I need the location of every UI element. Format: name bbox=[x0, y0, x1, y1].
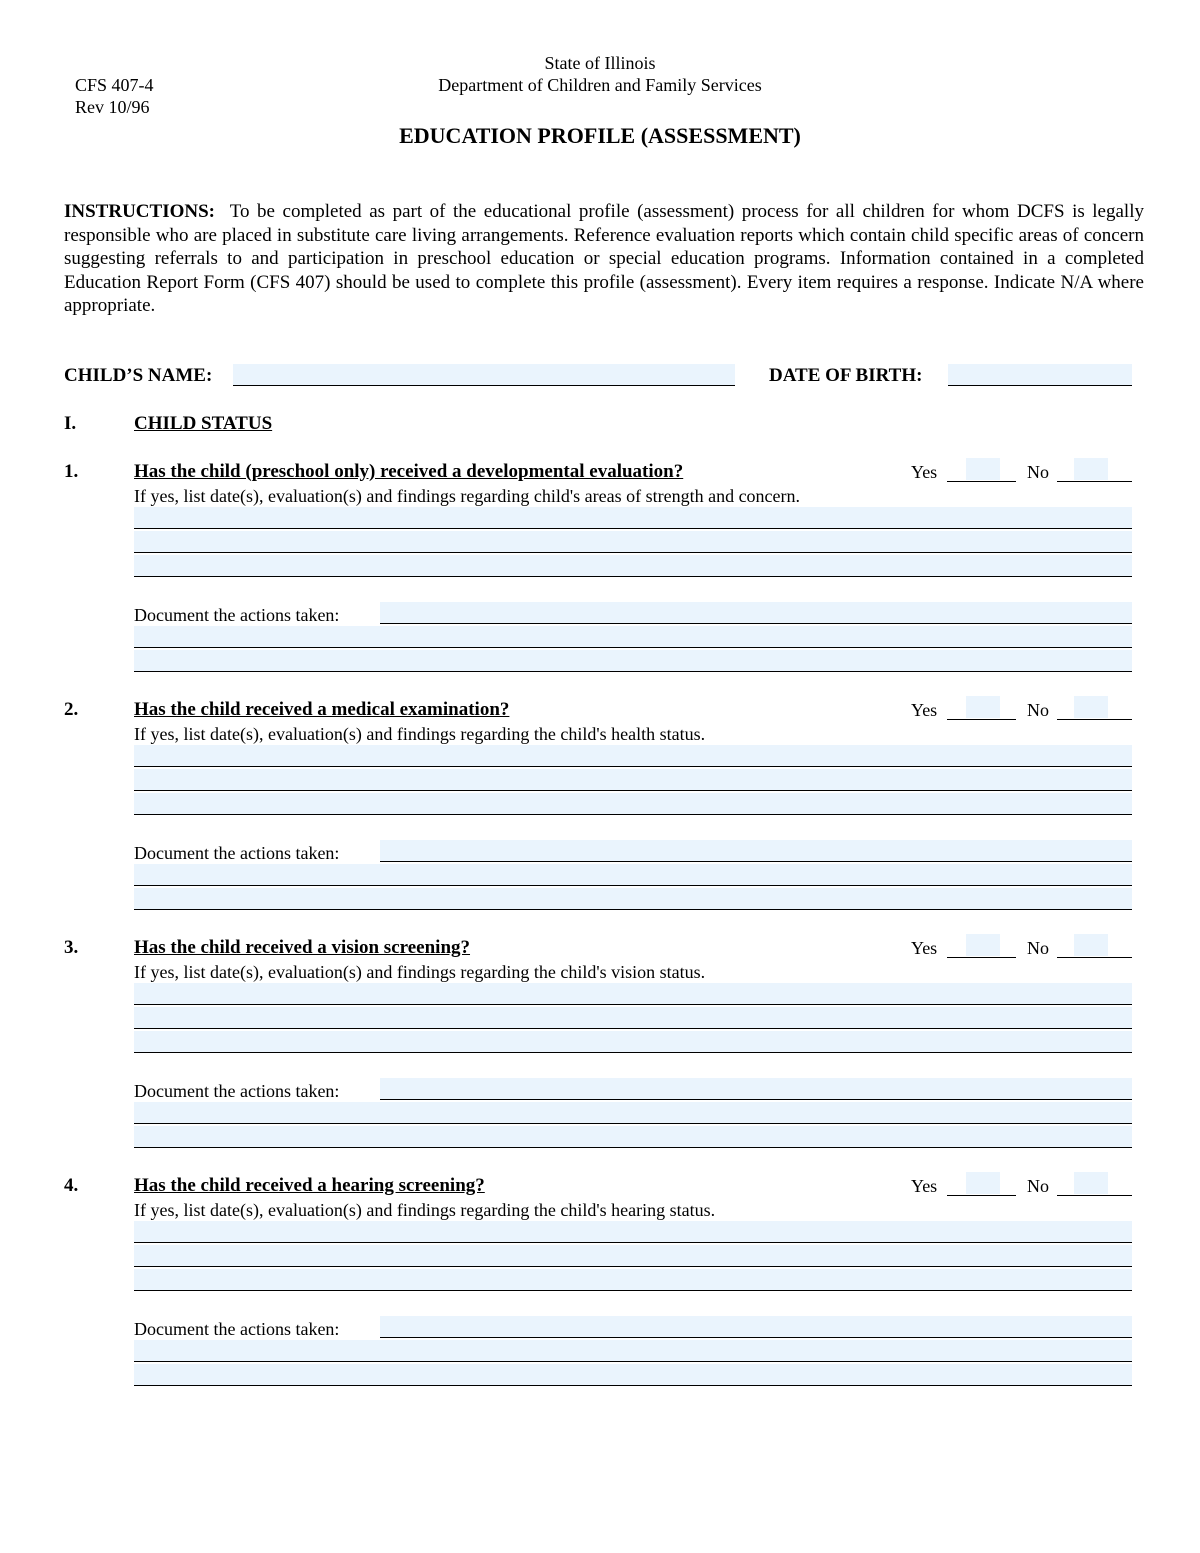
findings-line-2[interactable] bbox=[134, 1007, 1132, 1029]
yes-checkbox[interactable] bbox=[966, 1172, 1000, 1194]
question-text: Has the child received a hearing screening? bbox=[134, 1175, 485, 1196]
department-name: Department of Children and Family Services bbox=[438, 75, 762, 95]
yes-label: Yes bbox=[911, 938, 938, 958]
actions-line-1[interactable] bbox=[380, 1078, 1132, 1100]
findings-line-1[interactable] bbox=[134, 983, 1132, 1005]
findings-line-3[interactable] bbox=[134, 793, 1132, 815]
no-label: No bbox=[1027, 1176, 1049, 1196]
question-detail: If yes, list date(s), evaluation(s) and findings regarding the child's health status. bbox=[134, 724, 706, 744]
findings-line-2[interactable] bbox=[134, 769, 1132, 791]
form-number: CFS 407-4 bbox=[75, 75, 154, 95]
no-label: No bbox=[1027, 462, 1049, 482]
question-number: 2. bbox=[64, 699, 79, 720]
actions-label: Document the actions taken: bbox=[134, 605, 340, 625]
actions-label: Document the actions taken: bbox=[134, 1319, 340, 1339]
child-name-label: CHILD’S NAME: bbox=[64, 365, 213, 386]
question-text: Has the child (preschool only) received a developmental evaluation? bbox=[134, 461, 684, 482]
question-number: 4. bbox=[64, 1175, 79, 1196]
actions-line-3[interactable] bbox=[134, 1364, 1132, 1386]
question-number: 1. bbox=[64, 461, 79, 482]
yes-checkbox[interactable] bbox=[966, 934, 1000, 956]
question-number: 3. bbox=[64, 937, 79, 958]
yes-label: Yes bbox=[911, 462, 938, 482]
section-numeral: I. bbox=[64, 413, 77, 434]
findings-line-3[interactable] bbox=[134, 1269, 1132, 1291]
no-line bbox=[1057, 481, 1132, 482]
yes-label: Yes bbox=[911, 1176, 938, 1196]
question-detail: If yes, list date(s), evaluation(s) and findings regarding child's areas of strength and concern. bbox=[134, 486, 801, 506]
no-label: No bbox=[1027, 700, 1049, 720]
instructions-text: To be completed as part of the educational profile (assessment) process for all children for whom DCFS is legally responsible who are placed in substitute care living arrangements. Reference evaluation reports which contain child specific areas of concern suggesting referrals to and participation in preschool education or special education programs. Information contained in a completed Education Report Form (CFS 407) should be used to complete this profile (assessment). Every item requires a response. Indicate N/A where appropriate. bbox=[64, 201, 1144, 317]
no-line bbox=[1057, 1195, 1132, 1196]
no-line bbox=[1057, 957, 1132, 958]
form-revision: Rev 10/96 bbox=[75, 97, 150, 117]
actions-line-2[interactable] bbox=[134, 626, 1132, 648]
state-name: State of Illinois bbox=[544, 53, 656, 73]
actions-line-1[interactable] bbox=[380, 1316, 1132, 1338]
question-text: Has the child received a vision screening? bbox=[134, 937, 471, 958]
page-title: EDUCATION PROFILE (ASSESSMENT) bbox=[399, 123, 801, 148]
actions-line-1[interactable] bbox=[380, 840, 1132, 862]
instructions-label: INSTRUCTIONS: bbox=[64, 201, 215, 222]
no-checkbox[interactable] bbox=[1074, 696, 1108, 718]
question-detail: If yes, list date(s), evaluation(s) and findings regarding the child's hearing status. bbox=[134, 1200, 716, 1220]
no-line bbox=[1057, 719, 1132, 720]
actions-line-2[interactable] bbox=[134, 864, 1132, 886]
yes-label: Yes bbox=[911, 700, 938, 720]
actions-line-2[interactable] bbox=[134, 1340, 1132, 1362]
child-name-input[interactable] bbox=[233, 364, 735, 386]
actions-line-3[interactable] bbox=[134, 888, 1132, 910]
actions-label: Document the actions taken: bbox=[134, 1081, 340, 1101]
findings-line-1[interactable] bbox=[134, 745, 1132, 767]
actions-label: Document the actions taken: bbox=[134, 843, 340, 863]
findings-line-2[interactable] bbox=[134, 1245, 1132, 1267]
yes-checkbox[interactable] bbox=[966, 696, 1000, 718]
dob-label: DATE OF BIRTH: bbox=[769, 365, 923, 386]
section-title: CHILD STATUS bbox=[134, 413, 273, 434]
actions-line-3[interactable] bbox=[134, 650, 1132, 672]
yes-line bbox=[947, 481, 1016, 482]
question-detail: If yes, list date(s), evaluation(s) and findings regarding the child's vision status. bbox=[134, 962, 706, 982]
no-checkbox[interactable] bbox=[1074, 458, 1108, 480]
agency-header bbox=[400, 52, 800, 96]
yes-line bbox=[947, 1195, 1016, 1196]
findings-line-2[interactable] bbox=[134, 531, 1132, 553]
yes-line bbox=[947, 719, 1016, 720]
findings-line-3[interactable] bbox=[134, 1031, 1132, 1053]
actions-line-2[interactable] bbox=[134, 1102, 1132, 1124]
actions-line-1[interactable] bbox=[380, 602, 1132, 624]
dob-input[interactable] bbox=[948, 364, 1132, 386]
yes-checkbox[interactable] bbox=[966, 458, 1000, 480]
no-label: No bbox=[1027, 938, 1049, 958]
findings-line-3[interactable] bbox=[134, 555, 1132, 577]
yes-line bbox=[947, 957, 1016, 958]
actions-line-3[interactable] bbox=[134, 1126, 1132, 1148]
findings-line-1[interactable] bbox=[134, 1221, 1132, 1243]
no-checkbox[interactable] bbox=[1074, 1172, 1108, 1194]
no-checkbox[interactable] bbox=[1074, 934, 1108, 956]
findings-line-1[interactable] bbox=[134, 507, 1132, 529]
question-text: Has the child received a medical examination? bbox=[134, 699, 510, 720]
form-code-block bbox=[75, 74, 154, 118]
instructions bbox=[64, 200, 1144, 318]
